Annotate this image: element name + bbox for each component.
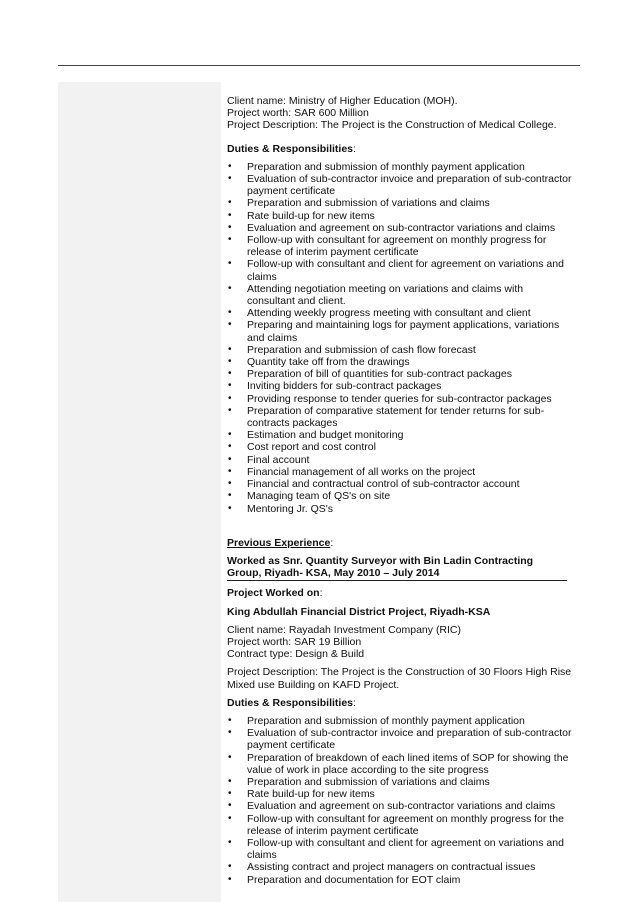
duty-item: • Preparation and submission of monthly payment application [227,715,572,727]
duty-item: • Rate build-up for new items [227,788,572,800]
duty-item: • Cost report and cost control [227,441,572,453]
duty-item: • Rate build-up for new items [227,210,572,222]
duty-item: • Mentoring Jr. QS's [227,503,572,515]
prev-duties-heading: Duties & Responsibilities: [227,696,356,709]
client-name-line: Client name: Ministry of Higher Education (MOH). [227,95,458,107]
duty-item: • Preparation of comparative statement for tender returns for sub-contracts packages [227,405,572,429]
previous-experience-heading: Previous Experience: [227,536,334,549]
resume-content [227,95,572,886]
duty-item: • Preparation and submission of cash flow forecast [227,344,572,356]
duty-item: • Quantity take off from the drawings [227,356,572,368]
prev-project-description: Project Description: The Project is the Construction of 30 Floors High Rise Mixed use Building on KAFD Project. [227,666,572,691]
project-worked-on-heading: Project Worked on: [227,587,323,600]
prev-duties-list [227,715,572,886]
duty-item: • Final account [227,454,572,466]
duty-item: • Financial and contractual control of sub-contractor account [227,478,572,490]
duty-item: • Evaluation of sub-contractor invoice and preparation of sub-contractor payment certificate [227,173,572,197]
duty-item: • Follow-up with consultant and client for agreement on variations and claims [227,258,572,282]
top-divider [58,65,580,66]
experience-title-line2: Group, Riyadh- KSA, May 2010 – July 2014 [227,567,440,580]
duty-item: • Attending weekly progress meeting with consultant and client [227,307,572,319]
duty-item: • Preparation and submission of variations and claims [227,197,572,209]
prev-contract-type-line: Contract type: Design & Build [227,648,365,661]
duty-item: • Attending negotiation meeting on variations and claims with consultant and client. [227,283,572,307]
current-project-details [227,95,572,132]
duty-item: • Follow-up with consultant and client for agreement on variations and claims [227,837,572,861]
experience-title-line1: Worked as Snr. Quantity Surveyor with Bin Ladin Contracting [227,554,534,567]
prev-client-name-line: Client name: Rayadah Investment Company (RIC) [227,623,462,636]
duty-item: • Preparation of bill of quantities for sub-contract packages [227,368,572,380]
duty-item: • Follow-up with consultant for agreement on monthly progress for the release of interim payment certificate [227,813,572,837]
duty-item: • Managing team of QS's on site [227,490,572,502]
project-worth-line: Project worth: SAR 600 Million [227,107,369,120]
duty-item: • Financial management of all works on the project [227,466,572,478]
duty-item: • Preparation of breakdown of each lined items of SOP for showing the value of work in place according to the site progress [227,752,572,776]
duty-item: • Assisting contract and project managers on contractual issues [227,861,572,873]
prev-project-worth-line: Project worth: SAR 19 Billion [227,635,362,648]
left-sidebar-panel [58,82,221,902]
duty-item: • Providing response to tender queries for sub-contractor packages [227,393,572,405]
duty-item: • Evaluation and agreement on sub-contractor variations and claims [227,222,572,234]
duties-heading: Duties & Responsibilities: [227,142,356,155]
duty-item: • Evaluation and agreement on sub-contractor variations and claims [227,800,572,812]
duty-item: • Estimation and budget monitoring [227,429,572,441]
project-name: King Abdullah Financial District Project, Riyadh-KSA [227,605,491,618]
duty-item: • Evaluation of sub-contractor invoice and preparation of sub-contractor payment certificate [227,727,572,751]
duty-item: • Preparation and documentation for EOT claim [227,874,572,886]
duty-item: • Inviting bidders for sub-contract packages [227,380,572,392]
duty-item: • Preparation and submission of variations and claims [227,776,572,788]
duty-item: • Follow-up with consultant for agreement on monthly progress for release of interim payment certificate [227,234,572,258]
duty-item: • Preparation and submission of monthly payment application [227,161,572,173]
duties-list [227,161,572,515]
duty-item: • Preparing and maintaining logs for payment applications, variations and claims [227,319,572,343]
project-description-line: Project Description: The Project is the Construction of Medical College. [227,119,557,132]
